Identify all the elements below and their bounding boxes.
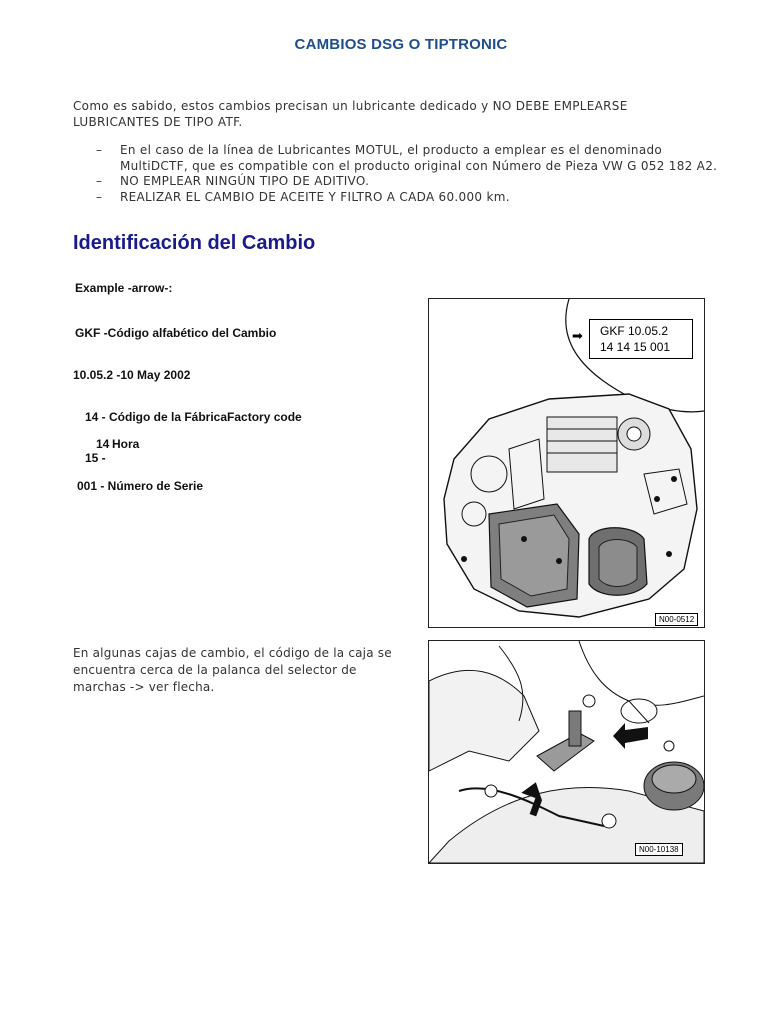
hour-label: Hora: [112, 437, 140, 451]
selector-lever-figure: [428, 640, 705, 864]
hour-number: 14: [96, 437, 110, 451]
serial-number-label: 001 - Número de Serie: [77, 479, 204, 493]
side-paragraph: En algunas cajas de cambio, el código de la caja se encuentra cerca de la palanca del selector de marchas -> ver flecha.: [73, 646, 392, 694]
example-label: Example -arrow-:: [75, 281, 173, 295]
bullet-item: – En el caso de la línea de Lubricantes MOTUL, el producto a emplear es el denominado MultiDCTF, que es compatible con el producto original con Número de Pieza VW G 052 182 A2.: [96, 143, 718, 173]
fifteen-label: 15 -: [85, 451, 106, 465]
gearbox-figure: [428, 298, 705, 628]
figure-tag: N00-0512: [655, 613, 698, 626]
factory-code-label: 14 - Código de la FábricaFactory code: [85, 410, 302, 424]
gkf-code-label: GKF -Código alfabético del Cambio: [75, 326, 277, 340]
date-code-label: 10.05.2 -10 May 2002: [73, 368, 191, 382]
figure-tag: N00-10138: [635, 843, 683, 856]
intro-paragraph: Como es sabido, estos cambios precisan un lubricante dedicado y NO DEBE EMPLEARSE LUBRICANTES DE TIPO ATF.: [73, 99, 628, 129]
gearbox-code-callout: [589, 319, 693, 359]
selector-lever-illustration: [429, 641, 704, 863]
bullet-list: [96, 143, 721, 205]
page-title: CAMBIOS DSG O TIPTRONIC: [294, 36, 508, 53]
bullet-item: – REALIZAR EL CAMBIO DE ACEITE Y FILTRO A CADA 60.000 km.: [96, 189, 510, 204]
callout-line-2: 14 14 15 001: [600, 340, 671, 354]
arrow-right-icon: ➡: [572, 329, 583, 344]
section-heading: Identificación del Cambio: [73, 232, 316, 254]
bullet-item: – NO EMPLEAR NINGÚN TIPO DE ADITIVO.: [96, 174, 370, 188]
callout-line-1: GKF 10.05.2: [600, 324, 669, 338]
